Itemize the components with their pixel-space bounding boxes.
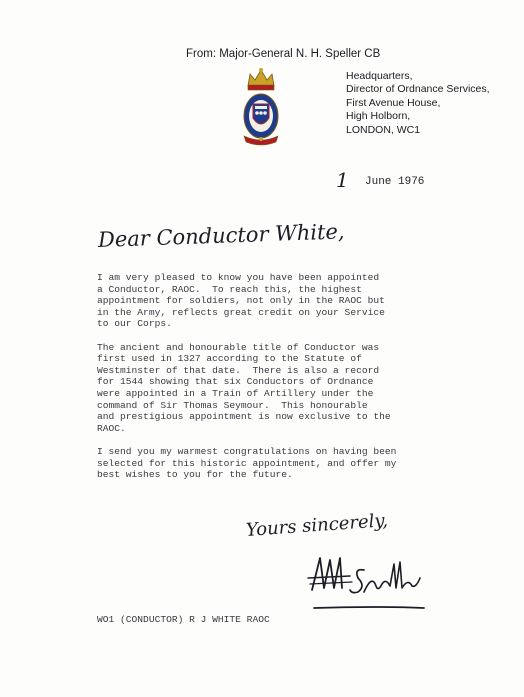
body-line: first used in 1327 according to the Statute of bbox=[97, 353, 362, 365]
body-line: RAOC. bbox=[97, 422, 126, 434]
salutation: Dear Conductor White, bbox=[97, 219, 345, 252]
address-line: First Avenue House, bbox=[346, 96, 441, 109]
raoc-crest-icon bbox=[236, 66, 286, 150]
address-line: Director of Ordnance Services, bbox=[346, 83, 490, 96]
body-paragraph bbox=[97, 342, 442, 435]
recipient-line: WO1 (CONDUCTOR) R J WHITE RAOC bbox=[97, 614, 270, 625]
letterhead-from: From: Major-General N. H. Speller CB bbox=[186, 48, 381, 60]
body-line: best wishes to you for the future. bbox=[97, 469, 293, 481]
body-line: command of Sir Thomas Seymour. This honourable bbox=[97, 399, 368, 411]
body-line: I send you my warmest congratulations on having been bbox=[97, 445, 397, 457]
address-line: LONDON, WC1 bbox=[346, 123, 421, 136]
body-line: Westminster of that date. There is also a record bbox=[97, 364, 380, 376]
handwritten-signature bbox=[306, 548, 456, 618]
body-line: and prestigious appointment is now exclusive to the bbox=[97, 411, 391, 423]
body-paragraph bbox=[97, 446, 442, 481]
body-line: were appointed in a Train of Artillery under the bbox=[97, 387, 374, 399]
body-line: in the Army, reflects great credit on your Service bbox=[97, 306, 385, 318]
letter-body bbox=[97, 272, 442, 492]
body-line: for 1544 showing that six Conductors of Ordnance bbox=[97, 376, 374, 388]
letterhead-address bbox=[346, 70, 490, 137]
address-line: High Holborn, bbox=[346, 110, 411, 123]
body-line: I am very pleased to know you have been appointed bbox=[97, 272, 380, 283]
body-line: The ancient and honourable title of Conductor was bbox=[97, 341, 380, 353]
body-line: a Conductor, RAOC. To reach this, the highest bbox=[97, 283, 362, 295]
body-paragraph bbox=[97, 272, 442, 330]
body-line: appointment for soldiers, not only in the RAOC but bbox=[97, 295, 385, 307]
body-line: to our Corps. bbox=[97, 318, 172, 330]
closing: Yours sincerely, bbox=[245, 510, 389, 541]
date-month-year: June 1976 bbox=[365, 176, 425, 188]
body-line: selected for this historic appointment, and offer my bbox=[97, 457, 397, 469]
date-day-handwritten: 1 bbox=[336, 168, 349, 192]
address-line: Headquarters, bbox=[346, 70, 413, 82]
